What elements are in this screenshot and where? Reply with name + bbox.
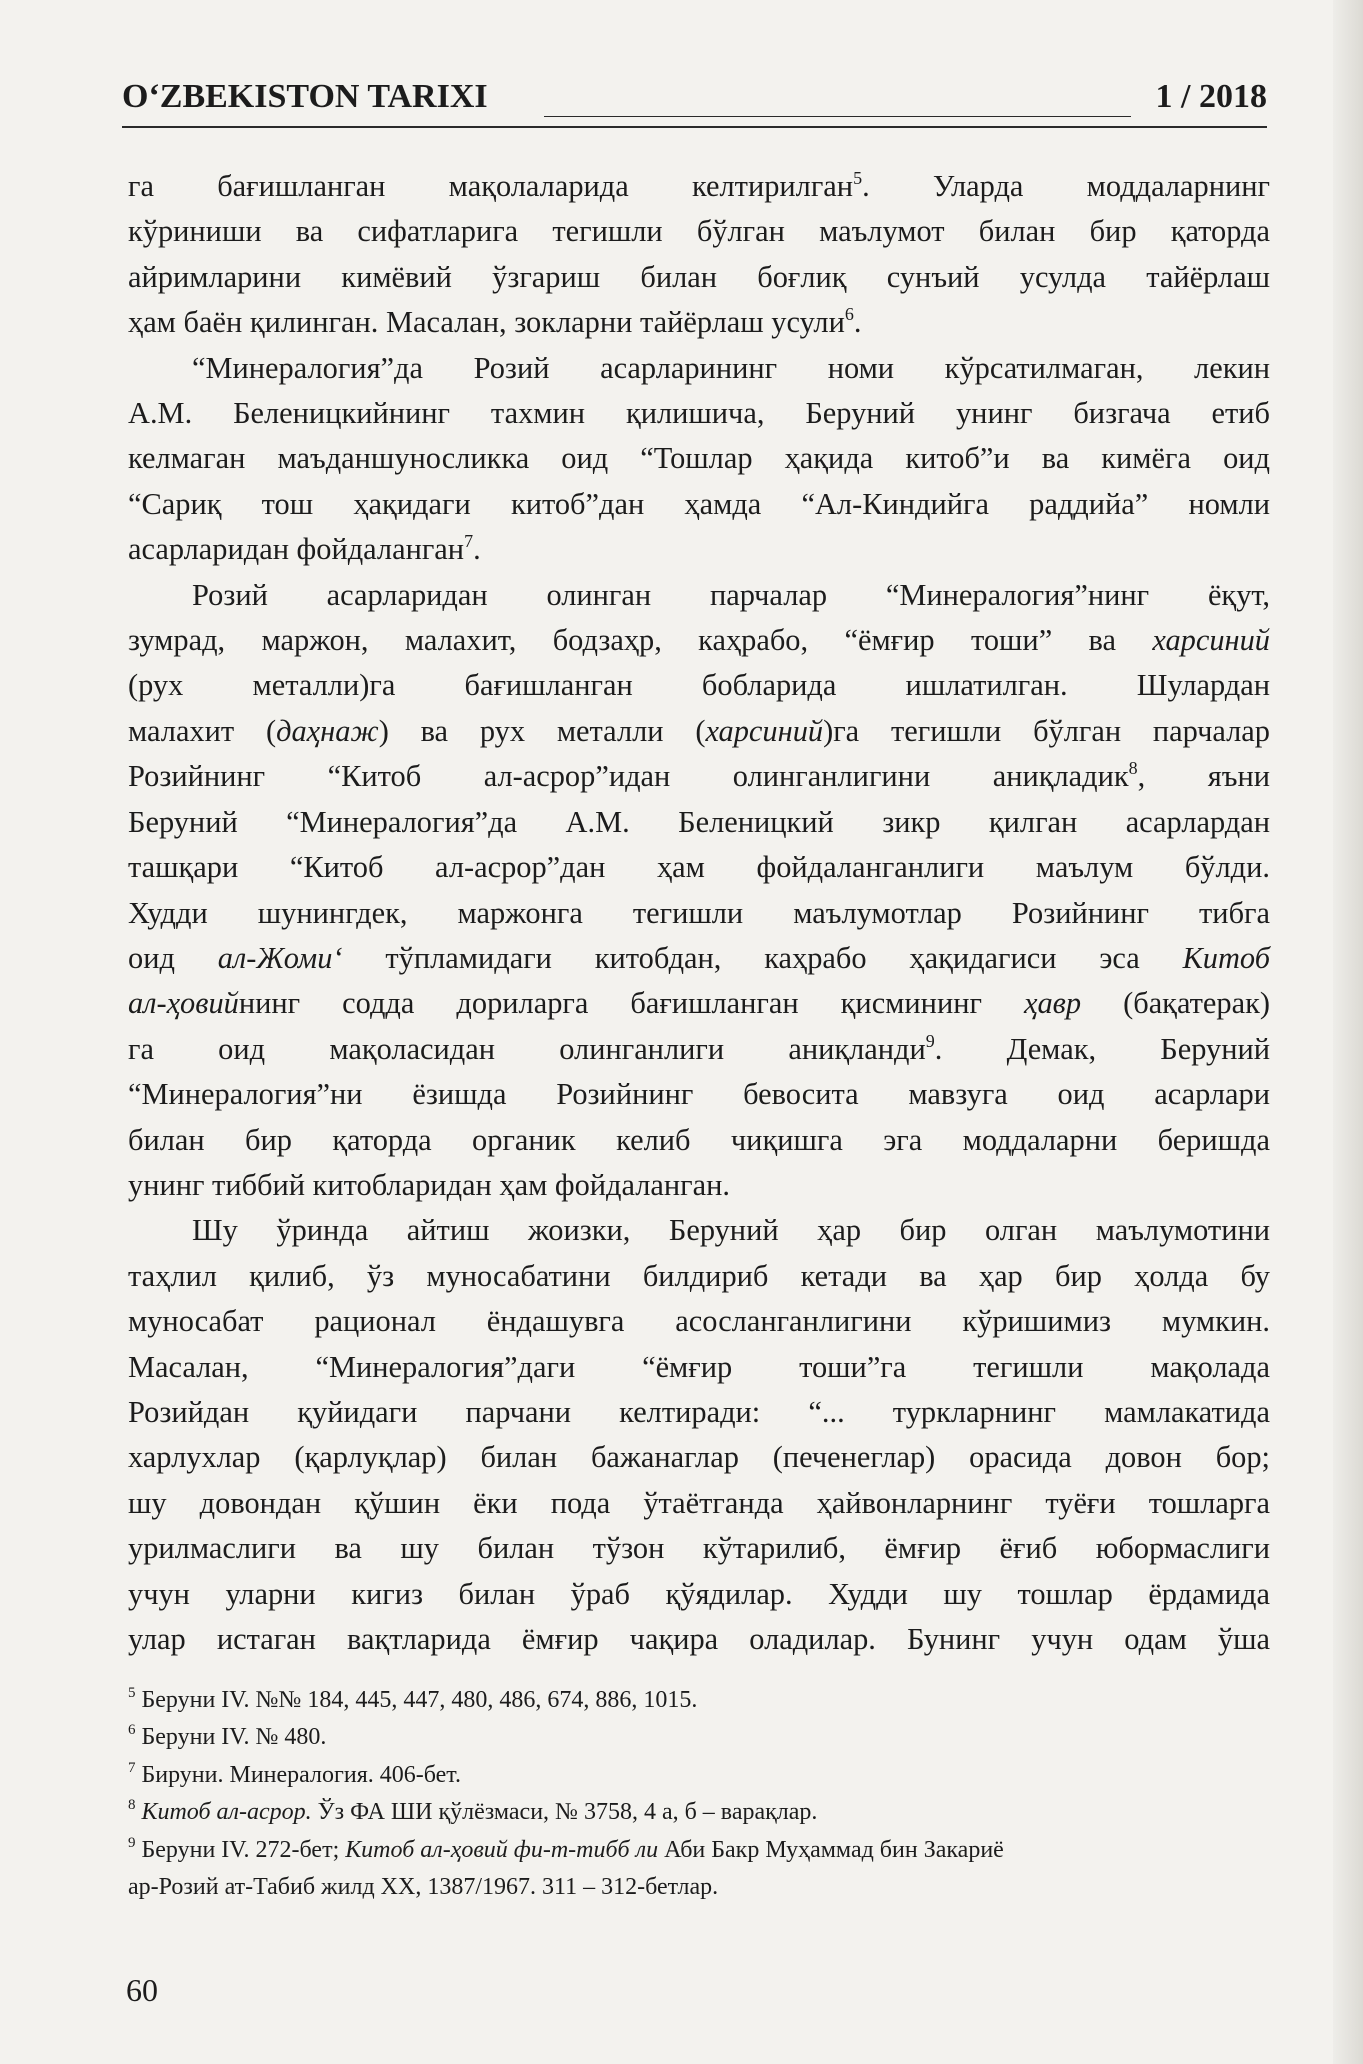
text-line: билан бир қаторда органик келиб чиқишга эга моддаларни беришда: [128, 1122, 1270, 1157]
text-line: А.М. Беленицкийнинг тахмин қилишича, Беруний унинг бизгача етиб: [128, 396, 1270, 431]
text-line: “Минералогия”ни ёзишда Розийнинг бевосита мавзуга оид асарлари: [128, 1077, 1270, 1112]
text-line: айримларини кимёвий ўзгариш билан боғлиқ сунъий усулда тайёрлаш: [128, 259, 1270, 294]
text-line: улар истаган вақтларида ёмғир чақира оладилар. Бунинг учун одам ўша: [128, 1622, 1270, 1656]
header-rule: [544, 116, 1131, 117]
text-line: Шу ўринда айтиш жоизки, Беруний ҳар бир олган маълумотини: [192, 1213, 1270, 1248]
text-line: Худди шунингдек, маржонга тегишли маълумотлар Розийнинг тибга: [128, 895, 1270, 930]
footnote-9-continuation: ар-Розий ат-Табиб жилд XX, 1387/1967. 311 – 312-бетлар.: [128, 1874, 719, 1901]
text-line: Розий асарларидан олинган парчалар “Минералогия”нинг ёқут,: [192, 577, 1270, 612]
text-line: “Минералогия”да Розий асарларининг номи кўрсатилмаган, лекин: [192, 350, 1270, 385]
running-header: [122, 70, 1267, 128]
text-line: Беруний “Минералогия”да А.М. Беленицкий зикр қилган асарлардан: [128, 804, 1270, 839]
text-line: оид ал-Жоми‘ тўпламидаги китобдан, каҳрабо ҳақидагиси эса Китоб: [128, 940, 1270, 975]
footnote-7: $^7$ Бируни. Минералогия. 406-бет.: [128, 1759, 461, 1788]
issue-label: 1 / 2018: [1155, 78, 1267, 115]
text-line: харлухлар (қарлуқлар) билан бажанаглар (печенеглар) орасида довон бор;: [128, 1440, 1270, 1475]
text-line: таҳлил қилиб, ўз муносабатини билдириб кетади ва ҳар бир ҳолда бу: [128, 1258, 1270, 1293]
text-line: шу довондан қўшин ёки пода ўтаётганда ҳайвонларнинг туёғи тошларга: [128, 1485, 1270, 1520]
text-line: “Сариқ тош ҳақидаги китоб”дан ҳамда “Ал-Киндийга раддийа” номли: [128, 486, 1270, 521]
text-line: муносабат рационал ёндашувга асосланганлигини кўришимиз мумкин.: [128, 1304, 1270, 1339]
footnote-6: $^6$ Беруни IV. № 480.: [128, 1722, 327, 1751]
text-line: Масалан, “Минералогия”даги “ёмғир тоши”га тегишли мақолада: [128, 1349, 1270, 1384]
footnote-5: $^5$ Беруни IV. №№ 184, 445, 447, 480, 486, 674, 886, 1015.: [128, 1685, 698, 1713]
footnote-9: $^9$ Беруни IV. 272-бет; Китоб ал-ҳовий фи-т-тибб ли Аби Бакр Муҳаммад бин Закариё: [128, 1834, 1004, 1863]
footnote-ref[interactable]: 7: [464, 531, 474, 552]
text-line: учун уларни кигиз билан ўраб қўядилар. Худди шу тошлар ёрдамида: [128, 1576, 1270, 1611]
footnote-ref[interactable]: 6: [844, 304, 854, 325]
text-line: унинг тиббий китобларидан ҳам фойдаланган.: [128, 1167, 730, 1202]
footnote-8: $^8$ Китоб ал-асрор. Ўз ФА ШИ қўлёзмаси, № 3758, 4 а, б – варақлар.: [128, 1797, 818, 1826]
text-line: урилмаслиги ва шу билан тўзон кўтарилиб, ёмғир ёғиб юбормаслиги: [128, 1531, 1270, 1566]
page-number: 60: [126, 1972, 158, 2008]
text-line: асарларидан фойдаланган$^7$.: [128, 531, 481, 567]
footnotes: [128, 1682, 1270, 1906]
footnote-ref[interactable]: 8: [1128, 758, 1138, 779]
text-line: ташқари “Китоб ал-асрор”дан ҳам фойдаланганлиги маълум бўлди.: [128, 850, 1270, 885]
text-line: кўриниши ва сифатларига тегишли бўлган маълумот билан бир қаторда: [128, 214, 1270, 249]
page-edge-shadow: [1333, 0, 1363, 2064]
text-line: (рух металли)га бағишланган бобларида ишлатилган. Шулардан: [128, 668, 1270, 703]
text-line: Розийдан қуйидаги парчани келтиради: “... туркларнинг мамлакатида: [128, 1394, 1270, 1429]
text-line: ал-ҳовийнинг содда дориларга бағишланган қисмининг ҳавр (бақатерак): [128, 986, 1270, 1021]
text-line: зумрад, маржон, малахит, бодзаҳр, каҳрабо, “ёмғир тоши” ва харсиний: [128, 623, 1270, 658]
article-body: [128, 164, 1270, 1662]
text-line: ҳам баён қилинган. Масалан, зокларни тайёрлаш усули$^6$.: [128, 304, 862, 340]
text-line: га бағишланган мақолаларида келтирилган$^5$. Уларда моддаларнинг: [128, 168, 1271, 203]
text-line: малахит (даҳнаж) ва рух металли (харсиний)га тегишли бўлган парчалар: [128, 713, 1270, 748]
footnote-ref[interactable]: 9: [925, 1030, 935, 1051]
journal-title: O‘ZBEKISTON TARIXI: [122, 78, 488, 115]
text-line: келмаган маъданшуносликка оид “Тошлар ҳақида китоб”и ва кимёга оид: [128, 441, 1270, 476]
text-line: Розийнинг “Китоб ал-асрор”идан олинганлигини аниқладик$^8$, яъни: [128, 758, 1270, 794]
text-line: га оид мақоласидан олинганлиги аниқланди$^9$. Демак, Беруний: [128, 1030, 1270, 1066]
footnote-ref[interactable]: 5: [853, 168, 863, 188]
